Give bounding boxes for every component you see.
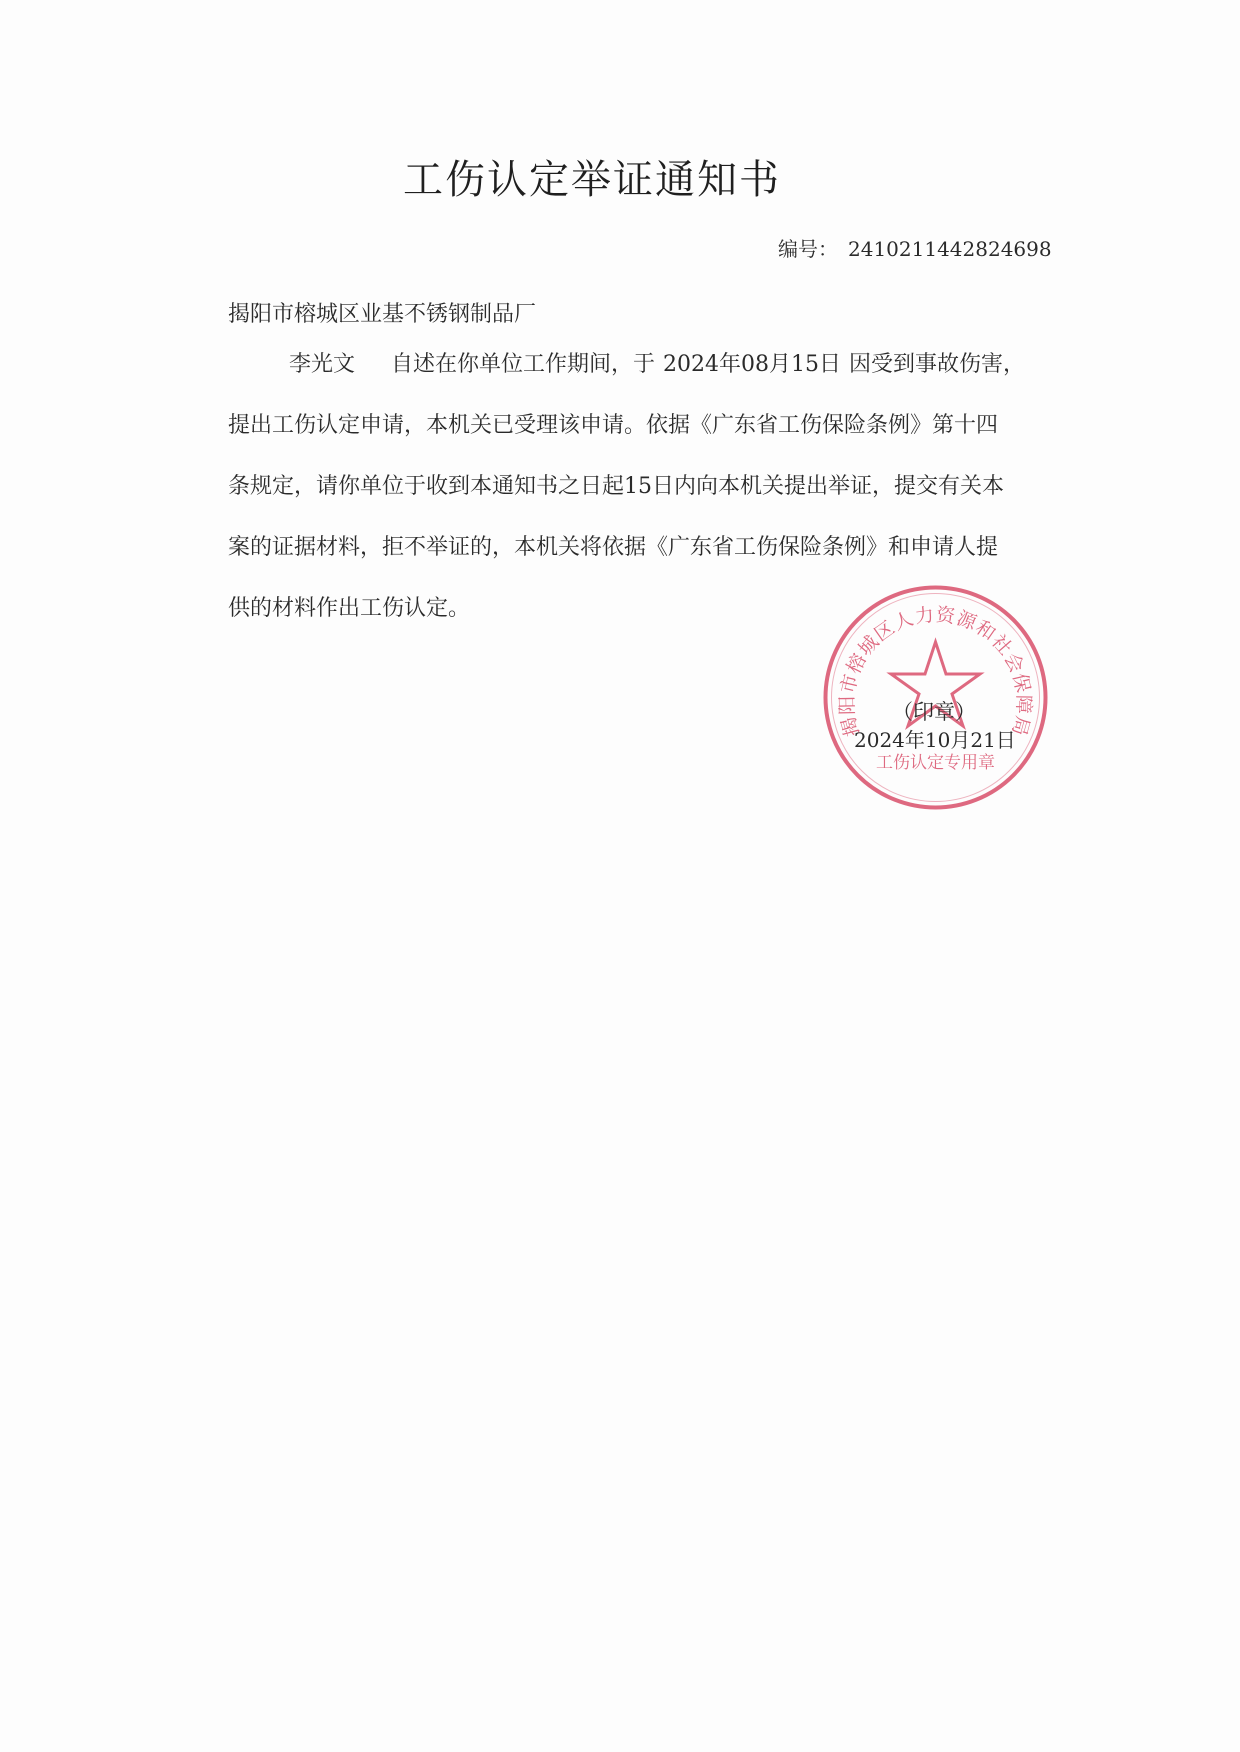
- document-number: [778, 233, 1052, 262]
- seal-label: （印章）: [892, 700, 976, 724]
- body-line-5: 供的材料作出工伤认定。: [228, 596, 471, 621]
- claimant-name: 李光文: [289, 352, 356, 377]
- injury-date: 2024年08月15日: [663, 352, 842, 377]
- body-line-3: 条规定，请你单位于收到本通知书之日起15日内向本机关提出举证，提交有关本: [228, 474, 1004, 499]
- document-title: 工伤认定举证通知书: [403, 157, 781, 203]
- issue-date: 2024年10月21日: [854, 728, 1016, 752]
- body-line-4: 案的证据材料，拒不举证的，本机关将依据《广东省工伤保险条例》和申请人提: [228, 535, 999, 560]
- body-text-1b: 因受到事故伤害，: [849, 352, 1026, 377]
- body-line-1: [228, 350, 1040, 411]
- document-number-value: 2410211442824698: [848, 237, 1052, 261]
- seal-outer-text: 揭阳市榕城区人力资源和社会保障局: [836, 603, 1035, 739]
- body-line-2: 提出工伤认定申请，本机关已受理该申请。依据《广东省工伤保险条例》第十四: [228, 413, 999, 438]
- document-number-label: 编号：: [778, 237, 838, 261]
- addressee: 揭阳市榕城区业基不锈钢制品厂: [228, 302, 537, 327]
- seal-inner-text: 工伤认定专用章: [876, 753, 995, 773]
- body-text-1a: 自述在你单位工作期间，于: [391, 352, 656, 377]
